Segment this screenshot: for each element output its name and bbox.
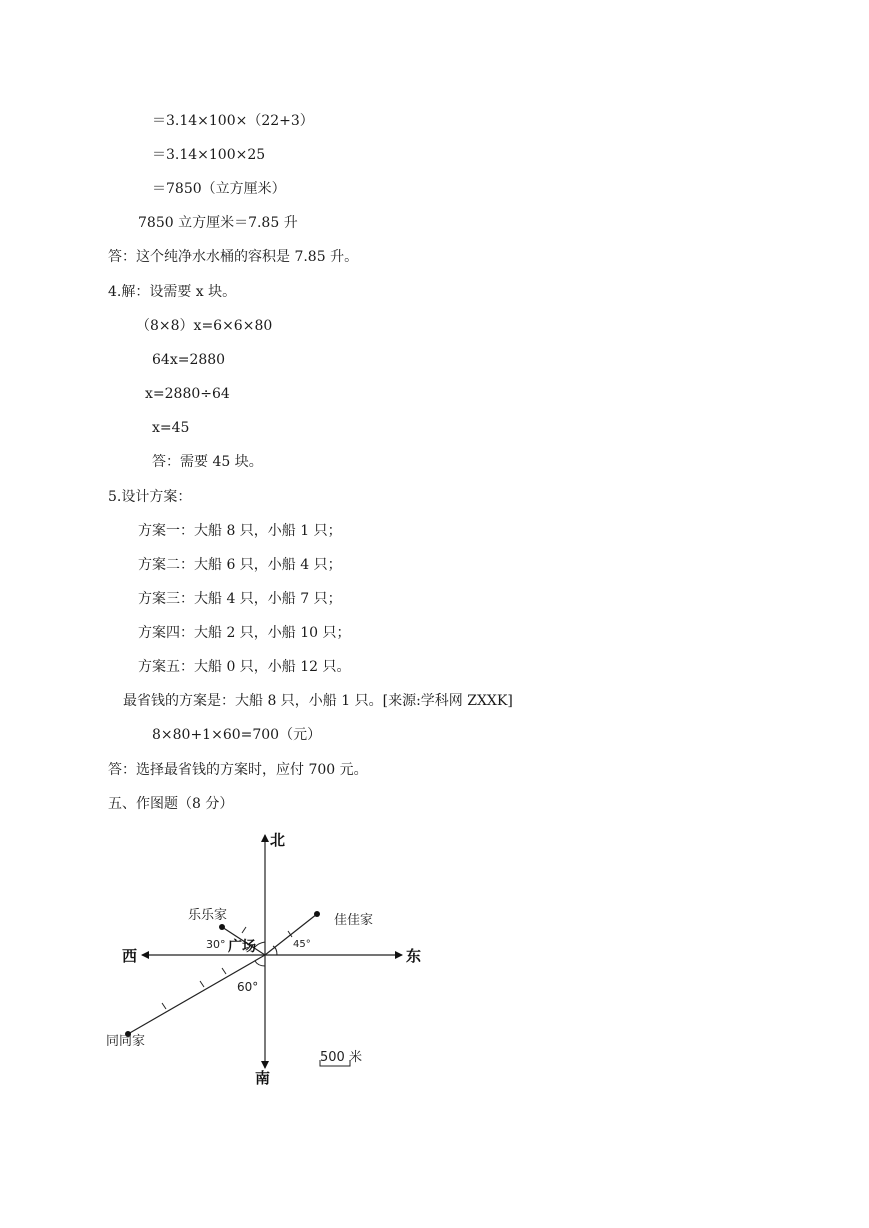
conversion-line: 7850 立方厘米＝7.85 升 [138,215,298,231]
calc-line-1: ＝3.14×100×（22+3） [152,113,314,129]
section-5-heading: 五、作图题（8 分） [108,796,234,812]
angle-45-label: 45° [293,939,311,950]
plan-3: 方案三：大船 4 只，小船 7 只； [138,591,342,607]
tick-mark [200,981,204,987]
cost-calc: 8×80+1×60=700（元） [152,727,322,743]
calc-line-3: ＝7850（立方厘米） [152,181,286,197]
answer-3: 答：这个纯净水水桶的容积是 7.85 升。 [108,249,359,265]
plan-1: 方案一：大船 8 只，小船 1 只； [138,523,342,539]
equation-line-3: x=2880÷64 [145,386,230,402]
plan-4: 方案四：大船 2 只，小船 10 只； [138,625,351,641]
answer-4: 答：需要 45 块。 [152,454,263,470]
angle-60-label: 60° [237,980,259,994]
equation-line-4: x=45 [152,420,190,436]
tick-mark [162,1003,166,1009]
tick-mark [222,968,226,974]
equation-line-2: 64x=2880 [152,352,226,368]
line-to-tongtong [128,955,265,1034]
problem-5-heading: 5.设计方案： [108,489,192,505]
direction-diagram [100,820,440,1095]
lele-home-point [219,924,225,930]
angle-30-label: 30° [206,938,226,951]
equation-line-1: （8×8）x=6×6×80 [136,318,273,334]
jiajia-home-label: 佳佳家 [334,913,374,928]
plan-2: 方案二：大船 6 只，小船 4 只； [138,557,342,573]
lele-home-label: 乐乐家 [188,908,228,923]
tongtong-home-label: 同同家 [106,1034,146,1049]
calc-line-2: ＝3.14×100×25 [152,147,266,163]
center-label: 广场 [228,939,256,955]
angle-arc-45 [273,946,277,955]
tick-mark [242,927,246,933]
answer-5: 答：选择最省钱的方案时，应付 700 元。 [108,762,368,778]
east-label: 东 [406,947,422,965]
jiajia-home-point [314,911,320,917]
problem-4-heading: 4.解：设需要 x 块。 [108,284,237,300]
plan-5: 方案五：大船 0 只，小船 12 只。 [138,659,351,675]
south-label: 南 [255,1069,271,1087]
cheapest-plan: 最省钱的方案是：大船 8 只，小船 1 只。[来源:学科网 ZXXK] [123,693,513,709]
angle-arc-60 [255,961,265,966]
scale-label: 500 米 [320,1050,362,1065]
north-label: 北 [270,831,286,849]
west-label: 西 [122,947,138,965]
